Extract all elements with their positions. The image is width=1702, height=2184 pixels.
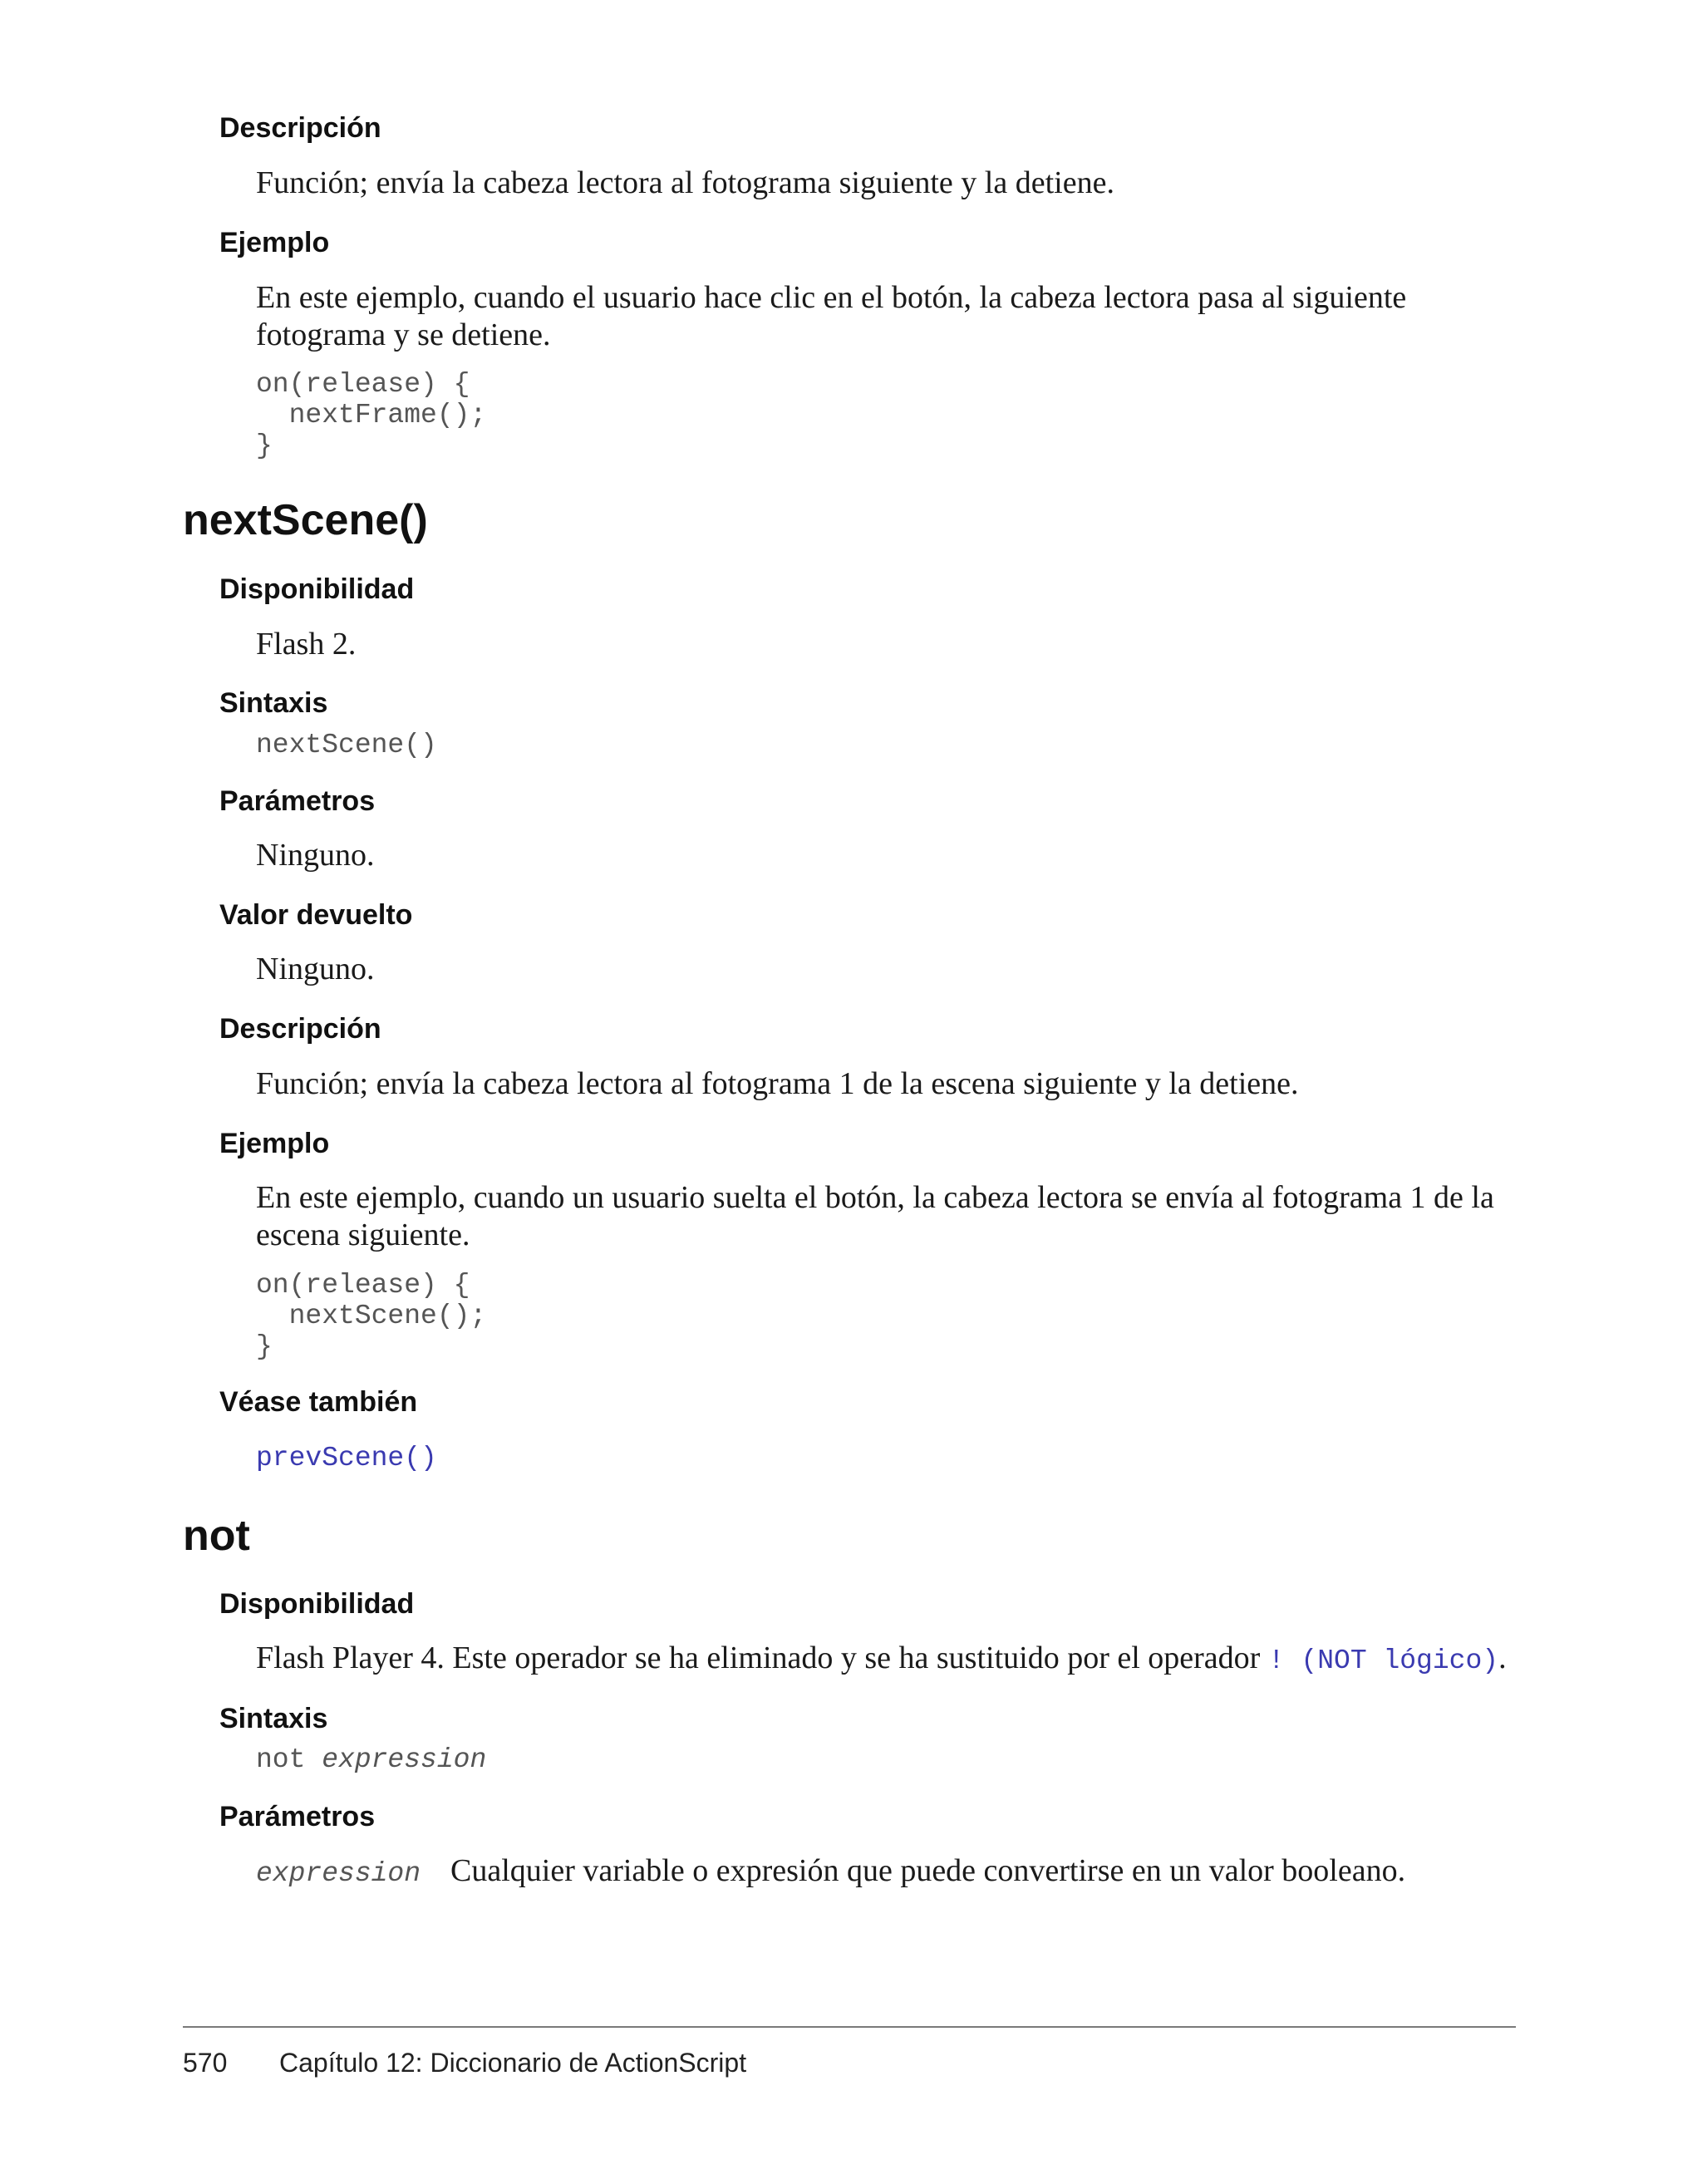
code-line: } [256, 430, 273, 461]
param-name: expression [256, 1858, 421, 1889]
parameters-text: Ninguno. [256, 838, 375, 873]
code-line: nextFrame(); [256, 400, 487, 430]
availability-text-body: Flash Player 4. Este operador se ha eliminado y se ha sustituido por el operador [256, 1640, 1268, 1675]
code-line: nextScene(); [256, 1301, 487, 1331]
syntax-code: nextScene() [256, 730, 437, 760]
description-heading: Descripción [219, 1013, 381, 1045]
code-line: on(release) { [256, 1270, 470, 1301]
syntax-keyword: not [256, 1744, 322, 1775]
availability-heading: Disponibilidad [219, 573, 415, 605]
syntax-param: expression [322, 1744, 487, 1775]
example-text: En este ejemplo, cuando un usuario suelta el botón, la cabeza lectora se envía al fotograma 1 de la escena siguiente. [256, 1180, 1494, 1252]
description-heading: Descripción [219, 112, 381, 144]
return-value-heading: Valor devuelto [219, 899, 413, 931]
see-also-link[interactable]: prevScene() [256, 1443, 437, 1473]
code-block [256, 369, 486, 461]
entry-title-not: not [183, 1512, 250, 1560]
syntax-heading: Sintaxis [219, 1703, 328, 1734]
code-block [256, 1270, 486, 1362]
example-heading: Ejemplo [219, 227, 330, 258]
availability-heading: Disponibilidad [219, 1588, 415, 1620]
entry-title-nextscene: nextScene() [183, 496, 428, 544]
syntax-code [256, 1744, 486, 1775]
availability-text: Flash 2. [256, 627, 357, 662]
return-value-text: Ninguno. [256, 952, 375, 986]
chapter-title: Capítulo 12: Diccionario de ActionScript [279, 2048, 747, 2078]
code-line: on(release) { [256, 369, 470, 400]
example-heading: Ejemplo [219, 1128, 330, 1159]
parameters-heading: Parámetros [219, 785, 376, 817]
footer-rule [183, 2026, 1516, 2028]
availability-text-end: . [1498, 1640, 1507, 1675]
parameters-heading: Parámetros [219, 1801, 376, 1832]
see-also-heading: Véase también [219, 1386, 418, 1418]
syntax-heading: Sintaxis [219, 687, 328, 719]
example-text: En este ejemplo, cuando el usuario hace clic en el botón, la cabeza lectora pasa al siguiente fotograma y se detiene. [256, 280, 1407, 352]
logical-not-link[interactable]: ! (NOT lógico) [1267, 1645, 1499, 1676]
description-text: Función; envía la cabeza lectora al fotograma 1 de la escena siguiente y la detiene. [256, 1066, 1299, 1101]
page-number: 570 [183, 2048, 228, 2078]
param-description: Cualquier variable o expresión que puede convertirse en un valor booleano. [450, 1853, 1406, 1888]
availability-text [256, 1640, 1519, 1680]
description-text: Función; envía la cabeza lectora al fotograma siguiente y la detiene. [256, 165, 1114, 200]
code-line: } [256, 1331, 273, 1362]
